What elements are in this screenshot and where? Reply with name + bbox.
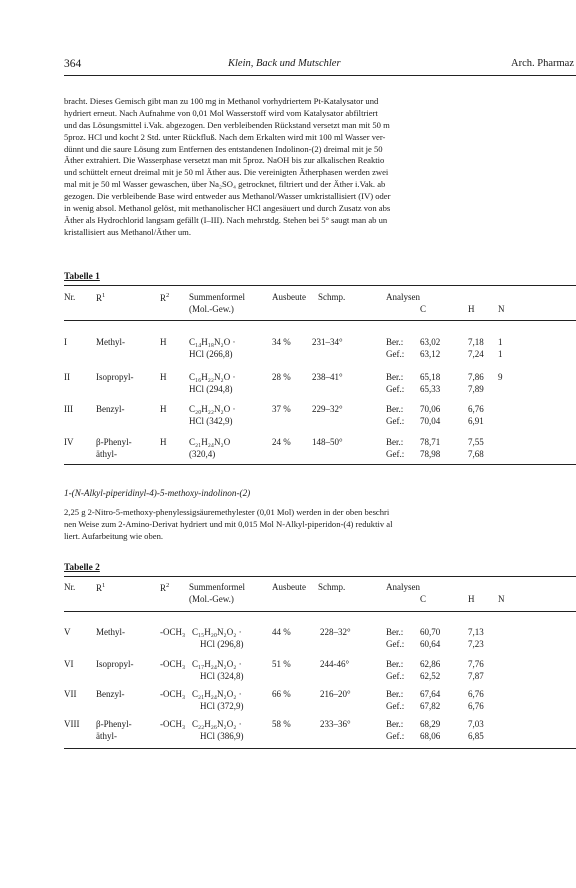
cell-r2: -OCH₃ (160, 689, 186, 699)
cell-r1: Methyl- (96, 627, 125, 637)
cell-mp: 228–32° (320, 627, 351, 637)
text-line: und das Lösungsmittel i.Vak. abgezogen. Den verbleibenden Rückstand versetzt man mit 50 m (64, 119, 390, 130)
header-rule (64, 75, 576, 76)
cell-formula: C₂₁H₂₄N₂O (189, 437, 231, 447)
cell-gef-label: Gef.: (386, 349, 405, 359)
col-formula-header: Summenformel (189, 582, 245, 592)
journal-name: Arch. Pharmaz (511, 58, 574, 69)
col-yield-header: Ausbeute (272, 582, 306, 592)
cell-ber-label: Ber.: (386, 719, 404, 729)
cell-h-found: 7,24 (468, 349, 484, 359)
cell-ber-label: Ber.: (386, 689, 404, 699)
cell-molweight: HCl (324,8) (200, 671, 244, 681)
cell-r1: Isopropyl- (96, 659, 134, 669)
cell-gef-label: Gef.: (386, 416, 405, 426)
cell-molweight: HCl (296,8) (200, 639, 244, 649)
cell-molweight: HCl (294,8) (189, 384, 233, 394)
table2-title: Tabelle 2 (64, 563, 100, 573)
cell-formula: C₁₅H₂₀N₂O₂ · (192, 627, 242, 637)
cell-c-calc: 68,29 (420, 719, 441, 729)
cell-formula: C₂₁H₂₄N₂O₂ · (192, 689, 242, 699)
cell-c-found: 65,33 (420, 384, 441, 394)
cell-molweight: HCl (266,8) (189, 349, 233, 359)
text-line: gezogen. Die verbleibende Base wird entweder aus Methanol/Wasser umkristallisiert (IV) oder (64, 191, 391, 202)
table1-top-rule (64, 285, 576, 286)
cell-n-calc: 9 (498, 372, 503, 382)
text-line: und schüttelt erneut dreimal mit je 50 ml Äther aus. Die vereinigten Ätherphasen werden zwei (64, 167, 389, 178)
cell-ber-label: Ber.: (386, 627, 404, 637)
cell-nr: VI (64, 659, 74, 669)
table2-header (0, 580, 576, 608)
text-line: kristallisiert aus Methanol/Äther um. (64, 226, 191, 237)
cell-r1-cont: äthyl- (96, 731, 117, 741)
cell-gef-label: Gef.: (386, 731, 405, 741)
cell-c-calc: 70,06 (420, 404, 441, 414)
cell-mp: 244-46° (320, 659, 350, 669)
col-nr-header: Nr. (64, 582, 76, 592)
text-line: hydriert erneut. Nach Aufnahme von 0,01 Mol Wasserstoff wird vom Katalysator abfiltriert (64, 107, 378, 118)
text-line: Äther extrahiert. Die Wasserphase versetzt man mit 5proz. NaOH bis zur alkalischen Reaktio (64, 155, 385, 166)
cell-c-calc: 65,18 (420, 372, 441, 382)
text-line: mal mit je 50 ml Wasser gewaschen, über Na₂SO₄ getrocknet, filtriert und der Äther i.Vak. ab (64, 179, 386, 190)
cell-formula: C₂₂H₂₆N₂O₂ · (192, 719, 242, 729)
col-n-header: N (498, 594, 505, 604)
cell-r1: β-Phenyl- (96, 719, 132, 729)
col-r2-header: $R^2$ (160, 582, 170, 593)
cell-h-calc: 7,03 (468, 719, 484, 729)
table-row (0, 718, 576, 742)
table-row (0, 403, 576, 427)
cell-r2: H (160, 404, 167, 414)
cell-c-found: 68,06 (420, 731, 441, 741)
col-mp-header: Schmp. (318, 292, 346, 302)
table-row (0, 436, 576, 460)
table2-bottom-rule (64, 748, 576, 749)
table1-title: Tabelle 1 (64, 272, 100, 282)
cell-nr: V (64, 627, 71, 637)
table-row (0, 626, 576, 650)
table2-top-rule (64, 576, 576, 577)
cell-h-calc: 7,76 (468, 659, 484, 669)
cell-yield: 58 % (272, 719, 291, 729)
col-yield-header: Ausbeute (272, 292, 306, 302)
cell-h-found: 7,87 (468, 671, 484, 681)
cell-nr: VII (64, 689, 77, 699)
col-formula-subheader: (Mol.-Gew.) (189, 594, 234, 604)
cell-h-calc: 7,55 (468, 437, 484, 447)
cell-r1: Benzyl- (96, 689, 125, 699)
cell-mp: 238–41° (312, 372, 343, 382)
text-line: liert. Aufarbeitung wie oben. (64, 530, 164, 541)
cell-r2: H (160, 437, 167, 447)
cell-formula: C₁₇H₂₄N₂O₂ · (192, 659, 242, 669)
cell-yield: 34 % (272, 337, 291, 347)
cell-h-calc: 7,18 (468, 337, 484, 347)
cell-gef-label: Gef.: (386, 701, 405, 711)
cell-r1: Benzyl- (96, 404, 125, 414)
col-nr-header: Nr. (64, 292, 76, 302)
col-n-header: N (498, 304, 505, 314)
cell-r1: Isopropyl- (96, 372, 134, 382)
text-line: Äther als Hydrochlorid langsam gefällt (I–III). Nach mehrstdg. Stehen bei 5° saugt man ab un (64, 214, 388, 225)
page-header (64, 58, 576, 72)
section-heading: 1-(N-Alkyl-piperidinyl-4)-5-methoxy-indolinon-(2) (64, 488, 251, 498)
cell-nr: IV (64, 437, 74, 447)
col-formula-subheader: (Mol.-Gew.) (189, 304, 234, 314)
table1-bottom-rule (64, 464, 576, 465)
cell-r1: β-Phenyl- (96, 437, 132, 447)
cell-nr: II (64, 372, 70, 382)
table2-header-rule (64, 611, 576, 612)
cell-h-calc: 7,13 (468, 627, 484, 637)
col-c-header: C (420, 304, 427, 314)
cell-n-found: 1 (498, 349, 503, 359)
table-row (0, 371, 576, 395)
cell-h-found: 6,91 (468, 416, 484, 426)
cell-ber-label: Ber.: (386, 404, 404, 414)
cell-ber-label: Ber.: (386, 659, 404, 669)
cell-gef-label: Gef.: (386, 639, 405, 649)
cell-molweight: HCl (386,9) (200, 731, 244, 741)
cell-formula: C₂₀H₂₂N₂O · (189, 404, 236, 414)
col-mp-header: Schmp. (318, 582, 346, 592)
cell-r2: H (160, 372, 167, 382)
col-c-header: C (420, 594, 427, 604)
cell-h-found: 7,23 (468, 639, 484, 649)
cell-yield: 28 % (272, 372, 291, 382)
col-formula-header: Summenformel (189, 292, 245, 302)
table-row (0, 336, 576, 360)
cell-nr: VIII (64, 719, 80, 729)
cell-c-found: 67,82 (420, 701, 441, 711)
cell-yield: 24 % (272, 437, 291, 447)
cell-r2: -OCH₃ (160, 627, 186, 637)
cell-ber-label: Ber.: (386, 372, 404, 382)
cell-c-found: 62,52 (420, 671, 441, 681)
col-analysis-header: Analysen (386, 292, 420, 302)
cell-c-found: 70,04 (420, 416, 441, 426)
table-row (0, 658, 576, 682)
cell-mp: 216–20° (320, 689, 351, 699)
cell-r2: -OCH₃ (160, 719, 186, 729)
running-authors: Klein, Back und Mutschler (228, 58, 341, 69)
cell-h-found: 6,85 (468, 731, 484, 741)
cell-nr: III (64, 404, 73, 414)
text-line: dünnt und die saure Lösung zum Entfernen des entstandenen Indolinon-(2) dreimal mit je 50 (64, 143, 383, 154)
cell-formula: C₁₆H₂₂N₂O · (189, 372, 236, 382)
cell-yield: 66 % (272, 689, 291, 699)
table-row (0, 688, 576, 712)
cell-yield: 44 % (272, 627, 291, 637)
cell-r2: H (160, 337, 167, 347)
cell-c-calc: 63,02 (420, 337, 441, 347)
col-h-header: H (468, 594, 475, 604)
cell-molweight: HCl (372,9) (200, 701, 244, 711)
cell-n-calc: 1 (498, 337, 503, 347)
cell-gef-label: Gef.: (386, 384, 405, 394)
cell-mp: 233–36° (320, 719, 351, 729)
cell-ber-label: Ber.: (386, 437, 404, 447)
col-analysis-header: Analysen (386, 582, 420, 592)
section2-paragraph (64, 507, 564, 543)
cell-h-calc: 7,86 (468, 372, 484, 382)
cell-h-calc: 6,76 (468, 404, 484, 414)
cell-h-found: 7,89 (468, 384, 484, 394)
cell-yield: 37 % (272, 404, 291, 414)
text-line: 2,25 g 2-Nitro-5-methoxy-phenylessigsäuremethylester (0,01 Mol) werden in der oben beschri (64, 507, 390, 517)
cell-r1-cont: äthyl- (96, 449, 117, 459)
text-line: bracht. Dieses Gemisch gibt man zu 100 mg in Methanol vorhydriertem Pt-Katalysator und (64, 96, 379, 106)
cell-h-found: 6,76 (468, 701, 484, 711)
cell-ber-label: Ber.: (386, 337, 404, 347)
cell-h-calc: 6,76 (468, 689, 484, 699)
table1-header-rule (64, 320, 576, 321)
col-r1-header: $R^1$ (96, 292, 106, 303)
col-h-header: H (468, 304, 475, 314)
cell-c-found: 78,98 (420, 449, 441, 459)
cell-molweight: HCl (342,9) (189, 416, 233, 426)
text-line: nen Weise zum 2-Amino-Derivat hydriert und mit 0,015 Mol N-Alkyl-piperidon-(4) reduktiv al (64, 518, 393, 529)
col-r2-header: $R^2$ (160, 292, 170, 303)
cell-formula: C₁₄H₁₈N₂O · (189, 337, 236, 347)
cell-c-found: 63,12 (420, 349, 441, 359)
cell-c-calc: 78,71 (420, 437, 441, 447)
cell-r1: Methyl- (96, 337, 125, 347)
cell-gef-label: Gef.: (386, 671, 405, 681)
cell-c-found: 60,64 (420, 639, 441, 649)
cell-c-calc: 67,64 (420, 689, 441, 699)
cell-gef-label: Gef.: (386, 449, 405, 459)
cell-molweight: (320,4) (189, 449, 216, 459)
cell-mp: 231–34° (312, 337, 343, 347)
page-number: 364 (64, 58, 82, 70)
text-line: in wenig absol. Methanol gelöst, mit methanolischer HCl angesäuert und durch Zusatz von abs (64, 203, 391, 214)
cell-r2: -OCH₃ (160, 659, 186, 669)
text-line: 5proz. HCl und kocht 2 Std. unter Rückfluß. Nach dem Erkalten wird mit 100 ml Wasser ver- (64, 131, 386, 142)
cell-c-calc: 62,86 (420, 659, 441, 669)
table1-header (0, 290, 576, 318)
col-r1-header: $R^1$ (96, 582, 106, 593)
cell-yield: 51 % (272, 659, 291, 669)
cell-nr: I (64, 337, 67, 347)
intro-paragraph (64, 96, 564, 239)
cell-h-found: 7,68 (468, 449, 484, 459)
cell-c-calc: 60,70 (420, 627, 441, 637)
cell-mp: 148–50° (312, 437, 343, 447)
cell-mp: 229–32° (312, 404, 343, 414)
